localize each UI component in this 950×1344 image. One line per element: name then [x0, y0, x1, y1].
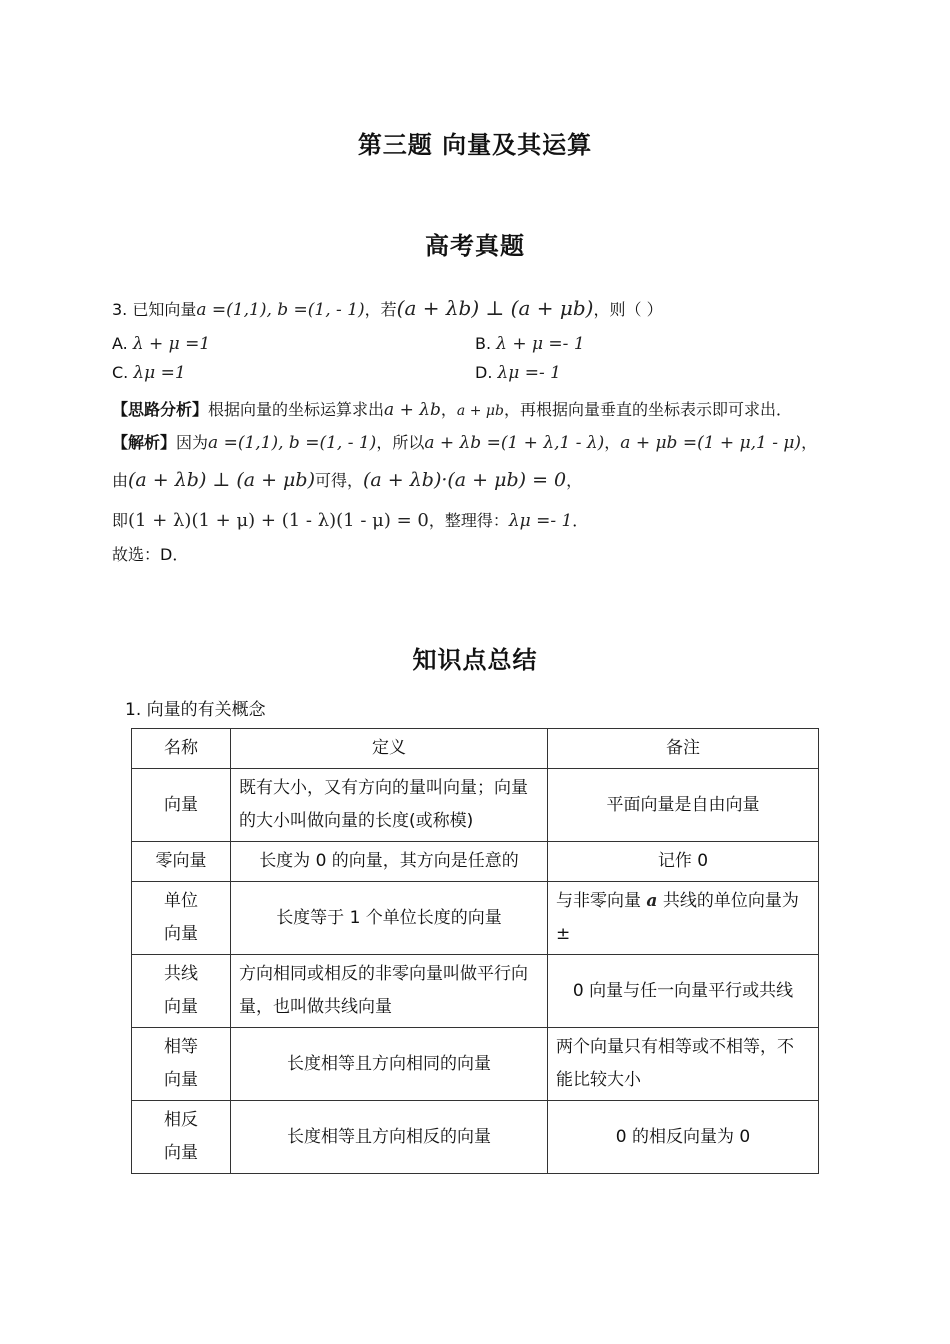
row-name: 单位向量: [132, 882, 231, 955]
idea-line: [112, 397, 792, 420]
row-note: 平面向量是自由向量: [548, 769, 819, 842]
idea-expr-2: a + μb: [456, 403, 504, 419]
table-row: [132, 1028, 819, 1101]
section-heading-exam: 高考真题: [425, 232, 525, 260]
solution-l2-expr-1: (a + λb) ⊥ (a + μb): [128, 469, 315, 491]
row-name: 向量: [132, 769, 231, 842]
row-note: [548, 882, 819, 955]
option-a-label: A.: [112, 334, 128, 353]
option-c-label: C.: [112, 363, 129, 382]
question-text-pre: 已知向量: [132, 300, 197, 319]
table-row: [132, 1101, 819, 1174]
row-definition: 长度为 0 的向量，其方向是任意的: [231, 842, 548, 882]
table-row: [132, 955, 819, 1028]
solution-l2-mid: 可得，: [314, 471, 363, 490]
question-condition: (a + λb) ⊥ (a + μb): [396, 296, 594, 320]
subheading-concepts: 1. 向量的有关概念: [125, 700, 266, 720]
table-header-row: [132, 729, 819, 769]
solution-line-1: [112, 430, 817, 453]
idea-text-pre: 根据向量的坐标运算求出: [208, 400, 385, 419]
solution-expr-3: a + μb =(1 + μ,1 - μ): [620, 433, 802, 453]
row-name: 相等向量: [132, 1028, 231, 1101]
row-note: 0 的相反向量为 0: [548, 1101, 819, 1174]
solution-expr-1: a =(1,1), b =(1, - 1): [208, 433, 377, 453]
solution-label: 【解析】: [112, 433, 177, 452]
option-b-expr: λ + μ =- 1: [496, 334, 585, 354]
option-d-expr: λμ =- 1: [497, 363, 561, 383]
question-text-mid: ，若: [364, 300, 397, 319]
row-note-post: 共线的单位向量为±: [556, 891, 799, 944]
table-row: [132, 842, 819, 882]
option-b: [475, 334, 585, 354]
option-d: [475, 363, 561, 383]
solution-expr-2: a + λb =(1 + λ,1 - λ): [424, 433, 605, 453]
row-name: 相反向量: [132, 1101, 231, 1174]
solution-l2-pre: 由: [112, 471, 129, 490]
header-note: 备注: [548, 729, 819, 769]
table-row: [132, 882, 819, 955]
row-note: 记作 0: [548, 842, 819, 882]
row-definition: 方向相同或相反的非零向量叫做平行向量，也叫做共线向量: [231, 955, 548, 1028]
idea-expr-1: a + λb: [384, 400, 441, 420]
solution-l2-expr-2: (a + λb)·(a + μb) = 0: [363, 469, 567, 491]
solution-line-3: [112, 508, 588, 531]
question-number: 3.: [112, 300, 128, 319]
solution-sep: ，: [604, 433, 621, 452]
question-text-post: ，则（ ）: [593, 300, 663, 319]
solution-mid: ，所以: [376, 433, 425, 452]
row-note-pre: 与非零向量: [556, 891, 647, 911]
row-definition: 长度相等且方向相同的向量: [231, 1028, 548, 1101]
option-b-label: B.: [475, 334, 492, 353]
solution-l3-mid: ，整理得：: [428, 511, 509, 530]
header-name: 名称: [132, 729, 231, 769]
row-note: 两个向量只有相等或不相等，不能比较大小: [548, 1028, 819, 1101]
table-row: [132, 769, 819, 842]
option-d-label: D.: [475, 363, 493, 382]
option-a: [112, 334, 210, 354]
row-definition: 长度等于 1 个单位长度的向量: [231, 882, 548, 955]
idea-label: 【思路分析】: [112, 400, 209, 419]
idea-text-post: ，再根据向量垂直的坐标表示即可求出．: [503, 400, 792, 419]
solution-l3-expr-1: (1 + λ)(1 + μ) + (1 - λ)(1 - μ) = 0: [128, 510, 429, 531]
section-heading-summary: 知识点总结: [412, 646, 538, 674]
option-c: [112, 363, 186, 383]
row-name: 零向量: [132, 842, 231, 882]
row-note: 0 向量与任一向量平行或共线: [548, 955, 819, 1028]
idea-sep: ，: [440, 400, 457, 419]
solution-line-2: [112, 468, 582, 491]
solution-pre: 因为: [176, 433, 209, 452]
solution-l3-end: ．: [572, 511, 589, 530]
row-note-vector: a: [646, 891, 658, 911]
header-definition: 定义: [231, 729, 548, 769]
question-vectors: a =(1,1), b =(1, - 1): [196, 300, 365, 320]
option-a-expr: λ + μ =1: [132, 334, 211, 354]
row-name: 共线向量: [132, 955, 231, 1028]
answer-line: 故选：D．: [112, 545, 189, 564]
row-definition: 长度相等且方向相反的向量: [231, 1101, 548, 1174]
page-title: 第三题 向量及其运算: [357, 131, 593, 159]
solution-l3-pre: 即: [112, 511, 129, 530]
solution-l3-expr-2: λμ =- 1: [508, 511, 573, 531]
option-c-expr: λμ =1: [133, 363, 186, 383]
solution-l2-end: ，: [566, 471, 583, 490]
row-definition: 既有大小，又有方向的量叫向量；向量的大小叫做向量的长度(或称模): [231, 769, 548, 842]
solution-end: ，: [801, 433, 818, 452]
concepts-table: [131, 728, 819, 1174]
question-line: [112, 296, 663, 320]
